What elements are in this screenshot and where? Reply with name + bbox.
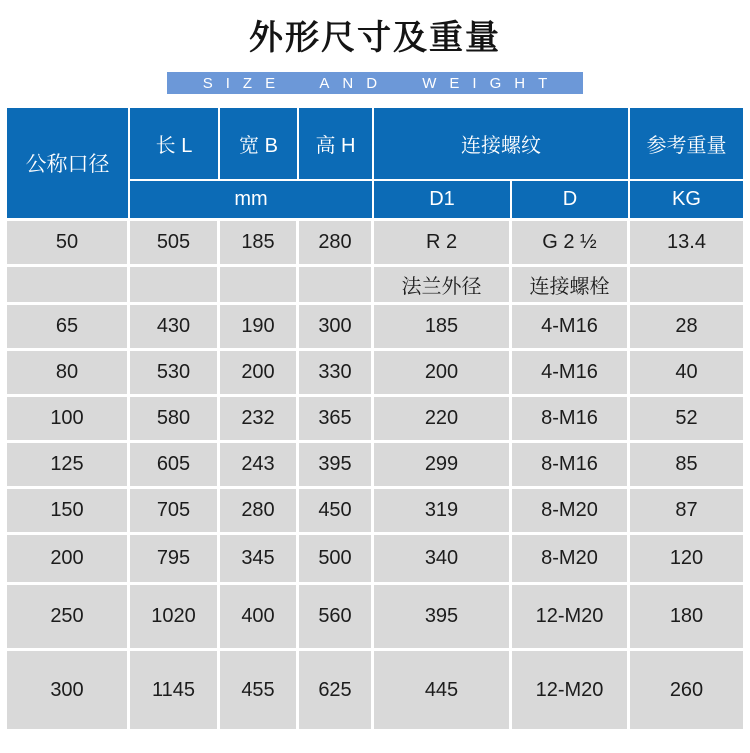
- table-cell: 300: [299, 305, 374, 351]
- table-cell: [130, 267, 220, 305]
- table-cell: 243: [220, 443, 299, 489]
- header-length: 长 L: [130, 108, 220, 181]
- table-cell: 330: [299, 351, 374, 397]
- table-cell: 500: [299, 535, 374, 585]
- table-cell: 50: [7, 221, 130, 267]
- table-cell: 180: [630, 585, 743, 651]
- table-cell: 185: [374, 305, 512, 351]
- table-cell: 530: [130, 351, 220, 397]
- page-title: 外形尺寸及重量: [249, 19, 501, 57]
- table-cell: 319: [374, 489, 512, 535]
- table-cell: G 2 ½: [512, 221, 630, 267]
- table-cell: [299, 267, 374, 305]
- table-cell: 28: [630, 305, 743, 351]
- table-cell: 150: [7, 489, 130, 535]
- subtitle-text: SIZE AND WEIGHT: [202, 74, 561, 92]
- table-cell: 13.4: [630, 221, 743, 267]
- table-cell: 505: [130, 221, 220, 267]
- table-cell: R 2: [374, 221, 512, 267]
- table-cell: 430: [130, 305, 220, 351]
- table-cell: 8-M20: [512, 535, 630, 585]
- table-cell: 52: [630, 397, 743, 443]
- table-cell: 232: [220, 397, 299, 443]
- header-height: 高 H: [299, 108, 374, 181]
- table-cell: 365: [299, 397, 374, 443]
- header-unit-kg: KG: [630, 181, 743, 221]
- table-cell: 345: [220, 535, 299, 585]
- table-row: [7, 305, 743, 351]
- table-cell: 12-M20: [512, 585, 630, 651]
- spec-table: [7, 108, 743, 729]
- table-cell: 280: [299, 221, 374, 267]
- table-cell: 87: [630, 489, 743, 535]
- table-row: [7, 651, 743, 729]
- table-row: [7, 489, 743, 535]
- table-cell: 40: [630, 351, 743, 397]
- table-cell: [630, 267, 743, 305]
- table-cell: 190: [220, 305, 299, 351]
- header-d: D: [512, 181, 630, 221]
- table-cell: 185: [220, 221, 299, 267]
- table-cell: 795: [130, 535, 220, 585]
- table-cell: 340: [374, 535, 512, 585]
- table-cell: 12-M20: [512, 651, 630, 729]
- table-row: [7, 443, 743, 489]
- table-cell: 450: [299, 489, 374, 535]
- table-cell: 445: [374, 651, 512, 729]
- table-cell: 220: [374, 397, 512, 443]
- subtitle-banner: [167, 72, 583, 94]
- table-cell: 560: [299, 585, 374, 651]
- table-cell: 395: [299, 443, 374, 489]
- table-cell: 299: [374, 443, 512, 489]
- table-cell: 705: [130, 489, 220, 535]
- table-cell-flange-od: 法兰外径: [374, 267, 512, 305]
- table-cell: 300: [7, 651, 130, 729]
- table-cell: 400: [220, 585, 299, 651]
- table-row-subheader: [7, 267, 743, 305]
- table-cell: 605: [130, 443, 220, 489]
- table-row: [7, 221, 743, 267]
- table-cell-connecting-bolt: 连接螺栓: [512, 267, 630, 305]
- table-cell: 260: [630, 651, 743, 729]
- table-cell: 625: [299, 651, 374, 729]
- table-cell: 100: [7, 397, 130, 443]
- table-cell: 125: [7, 443, 130, 489]
- table-row: [7, 535, 743, 585]
- table-row: [7, 397, 743, 443]
- table-cell: 580: [130, 397, 220, 443]
- table-cell: 80: [7, 351, 130, 397]
- table-cell: 8-M20: [512, 489, 630, 535]
- table-cell: 8-M16: [512, 443, 630, 489]
- table-cell: [7, 267, 130, 305]
- header-d1: D1: [374, 181, 512, 221]
- header-unit-mm: mm: [130, 181, 374, 221]
- header-reference-weight: 参考重量: [630, 108, 743, 181]
- table-cell: 8-M16: [512, 397, 630, 443]
- table-cell: 120: [630, 535, 743, 585]
- header-connection-thread: 连接螺纹: [374, 108, 630, 181]
- table-cell: 200: [374, 351, 512, 397]
- header-width: 宽 B: [220, 108, 299, 181]
- table-cell: 280: [220, 489, 299, 535]
- table-cell: 395: [374, 585, 512, 651]
- table-cell: 200: [7, 535, 130, 585]
- table-cell: 1020: [130, 585, 220, 651]
- header-nominal-diameter: 公称口径: [7, 108, 130, 221]
- table-cell: 4-M16: [512, 305, 630, 351]
- table-row: [7, 585, 743, 651]
- table-cell: [220, 267, 299, 305]
- table-row: [7, 351, 743, 397]
- table-cell: 1145: [130, 651, 220, 729]
- table-cell: 455: [220, 651, 299, 729]
- table-cell: 250: [7, 585, 130, 651]
- table-cell: 85: [630, 443, 743, 489]
- header-row-main: [7, 108, 743, 181]
- table-cell: 4-M16: [512, 351, 630, 397]
- table-cell: 65: [7, 305, 130, 351]
- table-cell: 200: [220, 351, 299, 397]
